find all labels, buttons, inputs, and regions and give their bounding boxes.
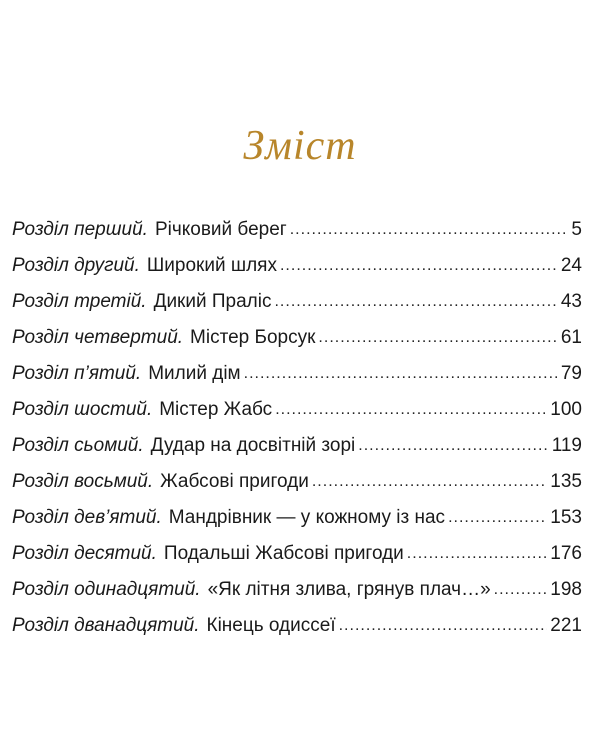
dot-leader: [275, 401, 547, 419]
chapter-title: Подальші Жабсові пригоди: [163, 543, 404, 564]
chapter-label: Розділ п’ятий.: [12, 363, 142, 384]
chapter-title: Кінець одиссеї: [206, 615, 336, 636]
chapter-label: Розділ дев’ятий.: [12, 507, 162, 528]
dot-leader: [407, 545, 548, 563]
toc-entry-11[interactable]: [12, 579, 582, 615]
toc-entry-6[interactable]: [12, 399, 582, 435]
chapter-title: Містер Жабс: [159, 399, 273, 420]
toc-entry-5[interactable]: [12, 363, 582, 399]
toc-entry-1[interactable]: [12, 219, 582, 255]
page-number: 79: [560, 363, 582, 384]
page-number: 119: [551, 435, 582, 456]
chapter-title: Дудар на досвітній зорі: [150, 435, 356, 456]
chapter-title: Мандрівник — у кожному із нас: [168, 507, 446, 528]
page-number: 100: [550, 399, 582, 420]
chapter-label: Розділ десятий.: [12, 543, 157, 564]
chapter-title: Річковий берег: [154, 219, 287, 240]
toc-entry-9[interactable]: [12, 507, 582, 543]
toc-entry-7[interactable]: [12, 435, 582, 471]
dot-leader: [244, 365, 558, 383]
page-number: 24: [560, 255, 582, 276]
dot-leader: [312, 473, 547, 491]
chapter-title: Широкий шлях: [146, 255, 277, 276]
page-number: 153: [550, 507, 582, 528]
dot-leader: [280, 257, 558, 275]
toc-entry-12[interactable]: [12, 615, 582, 651]
chapter-label: Розділ перший.: [12, 219, 148, 240]
chapter-label: Розділ шостий.: [12, 399, 153, 420]
chapter-label: Розділ восьмий.: [12, 471, 154, 492]
page-number: 198: [550, 579, 582, 600]
chapter-label: Розділ одинадцятий.: [12, 579, 201, 600]
page-number: 61: [560, 327, 582, 348]
page-number: 221: [550, 615, 582, 636]
chapter-label: Розділ четвертий.: [12, 327, 184, 348]
toc-entry-3[interactable]: [12, 291, 582, 327]
page-number: 5: [571, 219, 582, 240]
dot-leader: [318, 329, 557, 347]
toc-entry-10[interactable]: [12, 543, 582, 579]
chapter-title: «Як літня злива, грянув плач…»: [207, 579, 491, 600]
page-number: 43: [560, 291, 582, 312]
dot-leader: [274, 293, 557, 311]
dot-leader: [290, 221, 569, 239]
dot-leader: [448, 509, 547, 527]
dot-leader: [494, 581, 548, 599]
dot-leader: [339, 617, 548, 635]
chapter-label: Розділ дванадцятий.: [12, 615, 200, 636]
page-number: 176: [550, 543, 582, 564]
chapter-title: Милий дім: [148, 363, 241, 384]
toc-entry-8[interactable]: [12, 471, 582, 507]
chapter-title: Жабсові пригоди: [160, 471, 309, 492]
page-title: Зміст: [243, 123, 357, 169]
dot-leader: [358, 437, 548, 455]
toc-entry-2[interactable]: [12, 255, 582, 291]
chapter-label: Розділ третій.: [12, 291, 147, 312]
table-of-contents: [12, 219, 582, 651]
page-number: 135: [550, 471, 582, 492]
chapter-label: Розділ сьомий.: [12, 435, 144, 456]
chapter-title: Дикий Праліс: [153, 291, 272, 312]
toc-entry-4[interactable]: [12, 327, 582, 363]
chapter-title: Містер Борсук: [190, 327, 316, 348]
chapter-label: Розділ другий.: [12, 255, 140, 276]
